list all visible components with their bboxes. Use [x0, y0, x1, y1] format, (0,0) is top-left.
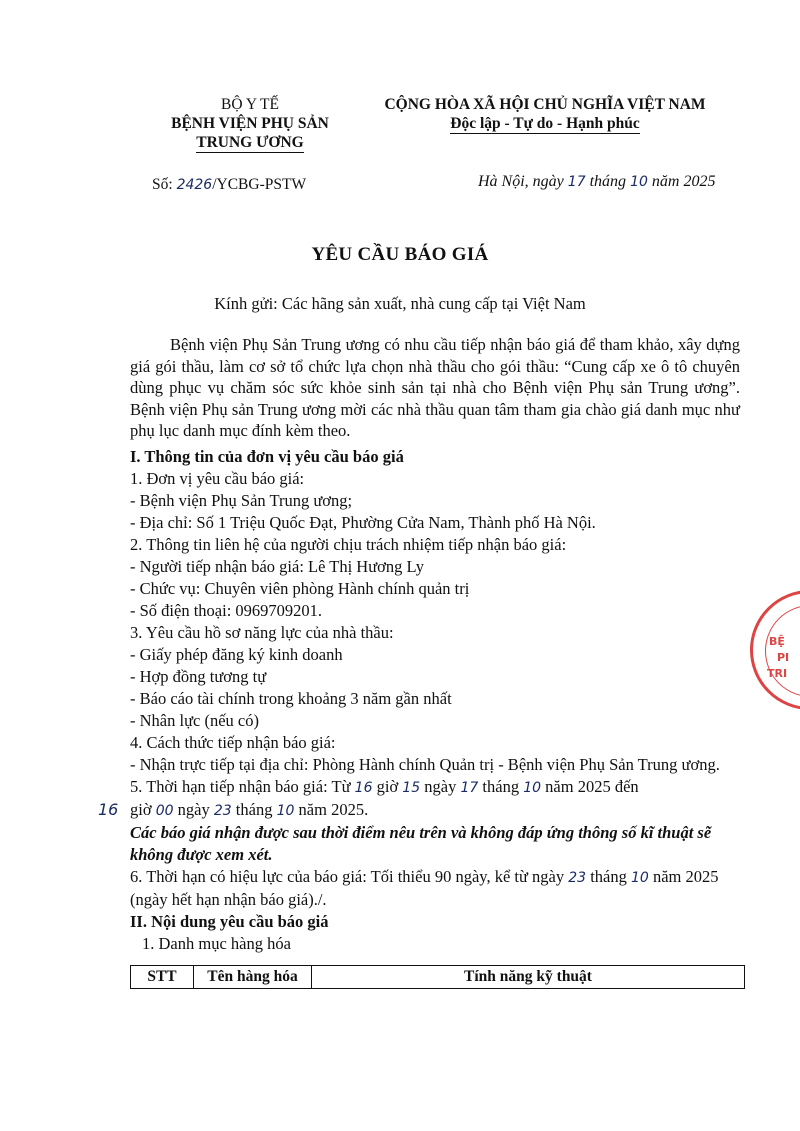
goods-table	[130, 965, 745, 989]
s5-end-hour: 16	[98, 800, 119, 819]
s3-item-license: - Giấy phép đăng ký kinh doanh	[130, 645, 343, 664]
reference-suffix: /YCBG-PSTW	[212, 176, 307, 193]
s5-text-b: giờ	[372, 777, 403, 796]
s2-title: 2. Thông tin liên hệ của người chịu trách nhiệm tiếp nhận báo giá:	[130, 535, 567, 554]
s5-start-minute: 15	[402, 780, 421, 796]
s5-line1	[130, 776, 740, 799]
recipient-line: Kính gửi: Các hãng sản xuất, nhà cung cấp tại Việt Nam	[214, 294, 586, 313]
col-technical-specs: Tính năng kỹ thuật	[312, 966, 745, 989]
goods-list-title: 1. Danh mục hàng hóa	[142, 934, 291, 953]
date-place-day-label: Hà Nội, ngày	[478, 173, 568, 190]
late-submission-note: Các báo giá nhận được sau thời điểm nêu trên và không đáp ứng thông số kĩ thuật sẽ không được xem xét.	[130, 823, 712, 864]
national-header	[360, 95, 730, 134]
table-header-row	[131, 966, 745, 989]
s5-text-i: năm 2025.	[294, 800, 369, 819]
document-date	[478, 173, 715, 191]
intro-paragraph: Bệnh viện Phụ Sản Trung ương có nhu cầu tiếp nhận báo giá để tham khảo, xây dựng giá gói thầu, làm cơ sở tổ chức lựa chọn nhà thầu cho gói thầu: “Cung cấp xe ô tô chuyên dùng phục vụ chăm sóc sức khỏe sinh sản tại nhà cho Bệnh viện Phụ sản Trung ương”. Bệnh viện Phụ sản Trung ương mời các nhà thầu quan tâm tham gia chào giá danh mục như phụ lục danh mục đính kèm theo.	[130, 335, 740, 440]
s4-title: 4. Cách thức tiếp nhận báo giá:	[130, 733, 336, 752]
s5-end-month: 10	[276, 803, 295, 819]
s5-start-month: 10	[523, 780, 542, 796]
date-month-label: tháng	[585, 173, 631, 190]
s5-start-day: 17	[460, 780, 479, 796]
s5-text-c: ngày	[420, 777, 461, 796]
s6-day: 23	[568, 870, 587, 886]
s3-title: 3. Yêu cầu hồ sơ năng lực của nhà thầu:	[130, 623, 394, 642]
s6-text-b: tháng	[586, 867, 631, 886]
section1-heading: I. Thông tin của đơn vị yêu cầu báo giá	[130, 447, 404, 466]
stamp-text-3: TRI	[767, 667, 788, 680]
col-stt: STT	[131, 966, 194, 989]
s5-text-d: tháng	[478, 777, 524, 796]
motto: Độc lập - Tự do - Hạnh phúc	[450, 115, 640, 132]
s3-item-financial: - Báo cáo tài chính trong khoảng 3 năm gần nhất	[130, 689, 452, 708]
s5-line2	[98, 799, 740, 822]
s6-validity	[130, 866, 740, 911]
official-stamp	[750, 590, 800, 710]
s6-month: 10	[631, 870, 649, 886]
s5-end-day: 23	[213, 803, 232, 819]
stamp-text-2: PI	[777, 651, 790, 664]
s3-item-staff: - Nhân lực (nếu có)	[130, 711, 259, 730]
s2-position: - Chức vụ: Chuyên viên phòng Hành chính quản trị	[130, 579, 470, 598]
stamp-text-1: BỆ	[769, 635, 785, 648]
s2-person: - Người tiếp nhận báo giá: Lê Thị Hương Ly	[130, 557, 424, 576]
date-year-label: năm 2025	[647, 173, 716, 190]
s2-phone: - Số điện thoại: 0969709201.	[130, 601, 323, 620]
s3-item-contracts: - Hợp đồng tương tự	[130, 667, 267, 686]
s1-unit: - Bệnh viện Phụ Sản Trung ương;	[130, 491, 353, 510]
document-body	[98, 446, 740, 955]
s5-text-a: 5. Thời hạn tiếp nhận báo giá: Từ	[130, 777, 355, 796]
s5-start-hour: 16	[354, 780, 373, 796]
s5-text-h: tháng	[231, 800, 277, 819]
s4-direct: - Nhận trực tiếp tại địa chỉ: Phòng Hành chính Quản trị - Bệnh viện Phụ Sản Trung ương.	[130, 755, 720, 774]
reference-number	[152, 176, 306, 194]
s6-text-c: năm 2025 (ngày hết hạn nhận báo giá)./.	[130, 867, 719, 909]
s5-text-g: ngày	[173, 800, 214, 819]
s6-text-a: 6. Thời hạn có hiệu lực của báo giá: Tối thiểu 90 ngày, kể từ ngày	[130, 867, 569, 886]
country-name: CỘNG HÒA XÃ HỘI CHỦ NGHĨA VIỆT NAM	[384, 96, 706, 113]
date-month: 10	[630, 174, 648, 190]
hospital-name-line2: TRUNG ƯƠNG	[196, 134, 304, 151]
s5-text-e: năm 2025 đến	[541, 777, 639, 796]
section2-heading: II. Nội dung yêu cầu báo giá	[130, 912, 329, 931]
col-goods-name: Tên hàng hóa	[194, 966, 312, 989]
reference-prefix: Số:	[152, 176, 177, 193]
s1-title: 1. Đơn vị yêu cầu báo giá:	[130, 469, 305, 488]
issuer-block	[150, 95, 350, 153]
hospital-name-line1: BỆNH VIỆN PHỤ SẢN	[171, 115, 329, 132]
reference-handwritten-number: 2426	[176, 177, 213, 193]
ministry-name: BỘ Y TẾ	[221, 96, 279, 113]
document-title: YÊU CẦU BÁO GIÁ	[311, 244, 489, 265]
s5-text-f: giờ	[130, 800, 156, 819]
s5-end-minute: 00	[155, 803, 174, 819]
date-day: 17	[567, 174, 586, 190]
s1-address: - Địa chỉ: Số 1 Triệu Quốc Đạt, Phường Cửa Nam, Thành phố Hà Nội.	[130, 513, 596, 532]
